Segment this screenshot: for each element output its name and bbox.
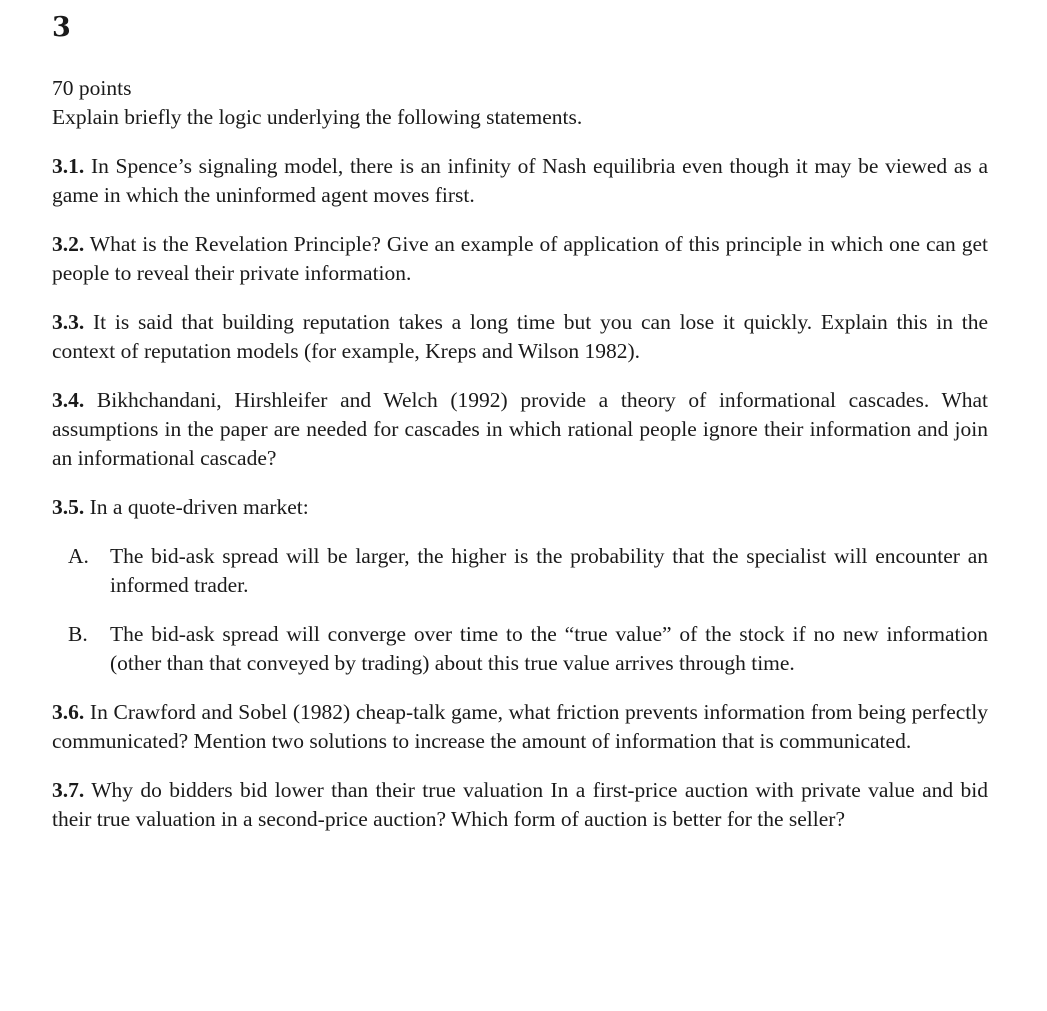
item-3-3 xyxy=(52,308,988,366)
item-number: 3.3. xyxy=(52,310,85,334)
item-text: In Crawford and Sobel (1982) cheap-talk game, what friction prevents information from being perfectly communicated? Mention two solutions to increase the amount of information that is communicated. xyxy=(52,700,989,753)
item-number: 3.2. xyxy=(52,232,85,256)
subitem-text: The bid-ask spread will be larger, the higher is the probability that the specialist will encounter an informed trader. xyxy=(110,544,988,597)
item-text: What is the Revelation Principle? Give an example of application of this principle in which one can get people to reveal their private information. xyxy=(52,232,988,285)
item-3-7 xyxy=(52,776,988,834)
item-3-5 xyxy=(52,493,988,678)
item-3-4 xyxy=(52,386,988,473)
subitem-list xyxy=(52,542,988,678)
subitem-label: B. xyxy=(68,622,88,646)
question-points: 70 points xyxy=(52,76,132,100)
item-text: Bikhchandani, Hirshleifer and Welch (1992) provide a theory of informational cascades. What assumptions in the paper are needed for cascades in which rational people ignore their information and join an informational cascade? xyxy=(52,388,988,470)
item-text: It is said that building reputation takes a long time but you can lose it quickly. Explain this in the context of reputation models (for example, Kreps and Wilson 1982). xyxy=(52,310,989,363)
item-number: 3.4. xyxy=(52,388,85,412)
item-number: 3.1. xyxy=(52,154,85,178)
subitem-a xyxy=(52,542,988,600)
item-text: Why do bidders bid lower than their true valuation In a first-price auction with private value and bid their true valuation in a second-price auction? Which form of auction is better for the seller? xyxy=(52,778,988,831)
item-3-2 xyxy=(52,230,988,288)
subitem-b xyxy=(52,620,988,678)
question-intro: Explain briefly the logic underlying the following statements. xyxy=(52,105,583,129)
item-number: 3.6. xyxy=(52,700,85,724)
item-text: In Spence’s signaling model, there is an infinity of Nash equilibria even though it may be viewed as a game in which the uninformed agent moves first. xyxy=(52,154,988,207)
subitem-text: The bid-ask spread will converge over time to the “true value” of the stock if no new information (other than that conveyed by trading) about this true value arrives through time. xyxy=(110,622,988,675)
item-number: 3.5. xyxy=(52,495,85,519)
question-page xyxy=(52,8,988,834)
item-text: In a quote-driven market: xyxy=(89,495,309,519)
item-3-1 xyxy=(52,152,988,210)
item-3-6 xyxy=(52,698,988,756)
subitem-label: A. xyxy=(68,544,89,568)
question-number: 3 xyxy=(52,12,71,43)
item-number: 3.7. xyxy=(52,778,85,802)
